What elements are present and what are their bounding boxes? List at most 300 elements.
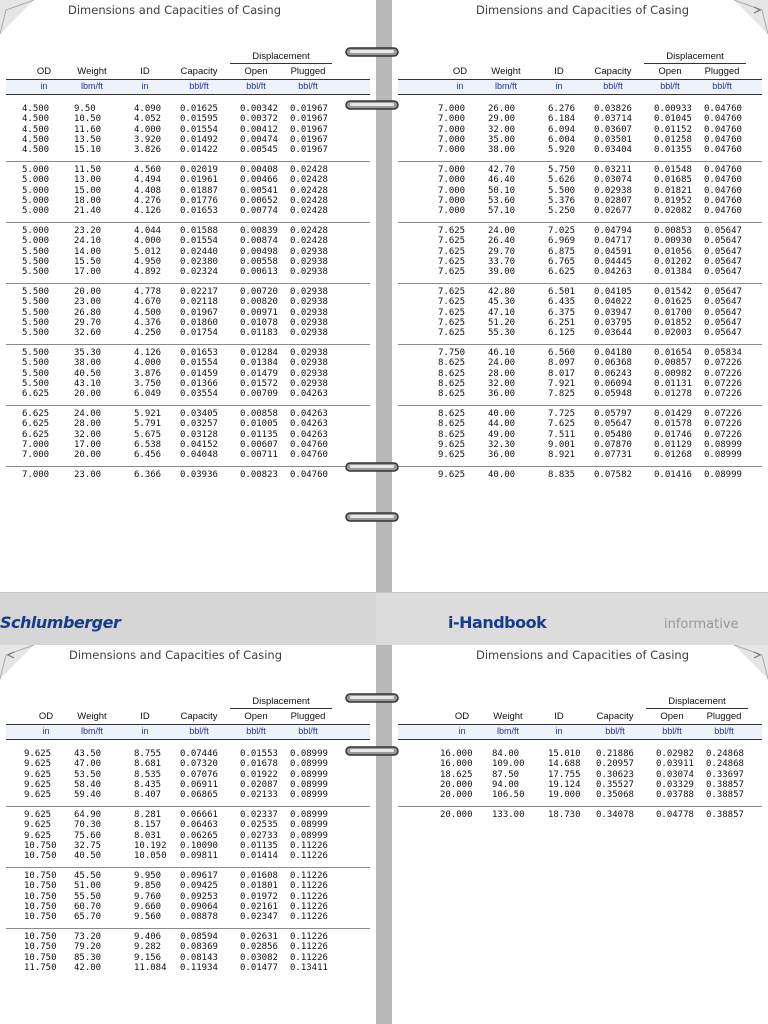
cell-od: 4.500 xyxy=(22,145,50,155)
cell-capacity: 0.01967 xyxy=(180,307,218,318)
column-header-open: Open xyxy=(660,711,684,722)
cell-open: 0.00933 xyxy=(654,104,692,114)
column-header-id: ID xyxy=(140,711,150,722)
cell-weight: 18.00 xyxy=(74,195,102,206)
cell-id: 9.850 xyxy=(134,881,162,892)
cell-capacity: 0.03405 xyxy=(180,409,218,419)
cell-weight: 32.00 xyxy=(488,124,516,135)
table-row xyxy=(392,430,768,440)
cell-capacity: 0.04717 xyxy=(594,236,632,247)
cell-od: 7.000 xyxy=(22,470,50,480)
group-divider xyxy=(398,222,762,223)
cell-open: 0.02003 xyxy=(654,328,692,338)
cell-plugged: 0.02938 xyxy=(290,328,328,338)
cell-weight: 23.00 xyxy=(74,297,102,308)
cell-capacity: 0.03554 xyxy=(180,389,218,399)
column-header-id: ID xyxy=(554,66,564,77)
group-divider xyxy=(6,867,370,868)
cell-plugged: 0.07226 xyxy=(704,419,742,430)
cell-plugged: 0.04760 xyxy=(704,175,742,186)
table-row xyxy=(0,236,376,246)
cell-weight: 35.00 xyxy=(488,134,516,145)
cell-open: 0.01056 xyxy=(654,246,692,257)
cell-od: 7.000 xyxy=(438,185,466,196)
column-header-weight: Weight xyxy=(77,66,107,77)
cell-plugged: 0.11226 xyxy=(290,840,328,851)
cell-capacity: 0.01554 xyxy=(180,124,218,135)
cell-capacity: 0.01653 xyxy=(180,348,218,358)
cell-weight: 24.00 xyxy=(74,409,102,419)
cell-od: 9.625 xyxy=(24,759,52,770)
column-header-weight: Weight xyxy=(77,711,107,722)
cell-capacity: 0.03128 xyxy=(180,429,218,440)
cell-id: 3.920 xyxy=(134,134,162,145)
table-row xyxy=(392,749,768,759)
cell-capacity: 0.04022 xyxy=(594,297,632,308)
cell-capacity: 0.04794 xyxy=(594,226,632,236)
cell-id: 5.250 xyxy=(548,206,576,216)
table-row xyxy=(0,409,376,419)
cell-weight: 11.60 xyxy=(74,124,102,135)
cell-open: 0.01152 xyxy=(654,124,692,135)
cell-plugged: 0.05647 xyxy=(704,328,742,338)
cell-id: 19.124 xyxy=(548,779,581,790)
cell-plugged: 0.04760 xyxy=(290,470,328,480)
brand-informative[interactable]: informative xyxy=(664,617,739,632)
cell-open: 0.00372 xyxy=(240,114,278,125)
cell-id: 6.435 xyxy=(548,297,576,308)
cell-plugged: 0.02938 xyxy=(290,287,328,297)
table-row xyxy=(392,287,768,297)
unit-label: bbl/ft xyxy=(298,726,318,736)
cell-id: 5.500 xyxy=(548,185,576,196)
cell-weight: 32.00 xyxy=(488,378,516,389)
cell-open: 0.02337 xyxy=(240,810,278,820)
cell-open: 0.00474 xyxy=(240,134,278,145)
table-row xyxy=(392,790,768,800)
table-row xyxy=(392,770,768,780)
cell-open: 0.03329 xyxy=(656,779,694,790)
cell-od: 7.625 xyxy=(438,328,466,338)
unit-label: bbl/ft xyxy=(660,81,680,91)
cell-capacity: 0.09811 xyxy=(180,851,218,861)
cell-open: 0.00545 xyxy=(240,145,278,155)
cell-id: 8.535 xyxy=(134,769,162,780)
cell-plugged: 0.04760 xyxy=(704,165,742,175)
cell-open: 0.01183 xyxy=(240,328,278,338)
cell-id: 6.276 xyxy=(548,104,576,114)
cell-weight: 85.30 xyxy=(74,952,102,963)
table-row xyxy=(0,470,376,480)
cell-capacity: 0.04445 xyxy=(594,256,632,267)
cell-od: 4.500 xyxy=(22,114,50,125)
cell-capacity: 0.06243 xyxy=(594,368,632,379)
cell-id: 9.760 xyxy=(134,891,162,902)
cell-open: 0.00652 xyxy=(240,195,278,206)
cell-capacity: 0.02118 xyxy=(180,297,218,308)
cell-open: 0.02631 xyxy=(240,932,278,942)
cell-capacity: 0.09617 xyxy=(180,871,218,881)
cell-capacity: 0.01554 xyxy=(180,236,218,247)
cell-plugged: 0.08999 xyxy=(704,470,742,480)
cell-id: 18.730 xyxy=(548,810,581,820)
table-row xyxy=(392,470,768,480)
table-row xyxy=(392,104,768,114)
cell-weight: 13.00 xyxy=(74,175,102,186)
group-divider xyxy=(6,466,370,467)
cell-capacity: 0.07320 xyxy=(180,759,218,770)
group-divider xyxy=(6,222,370,223)
cell-od: 7.000 xyxy=(438,134,466,145)
table-row xyxy=(0,226,376,236)
cell-od: 10.750 xyxy=(24,871,57,881)
cell-plugged: 0.04760 xyxy=(704,134,742,145)
group-divider xyxy=(398,283,762,284)
cell-weight: 40.50 xyxy=(74,851,102,861)
table-row xyxy=(392,226,768,236)
cell-od: 6.625 xyxy=(22,429,50,440)
table-row xyxy=(392,759,768,769)
cell-capacity: 0.07582 xyxy=(594,470,632,480)
cell-open: 0.01045 xyxy=(654,114,692,125)
cell-id: 19.000 xyxy=(548,790,581,800)
group-divider xyxy=(6,161,370,162)
cell-weight: 70.30 xyxy=(74,820,102,831)
unit-label: bbl/ft xyxy=(714,726,734,736)
table-row xyxy=(392,389,768,399)
cell-plugged: 0.05647 xyxy=(704,256,742,267)
table-row xyxy=(0,841,376,851)
cell-capacity: 0.04591 xyxy=(594,246,632,257)
cell-weight: 26.80 xyxy=(74,307,102,318)
cell-od: 10.750 xyxy=(24,881,57,892)
cell-id: 4.090 xyxy=(134,104,162,114)
cell-open: 0.01608 xyxy=(240,871,278,881)
cell-capacity: 0.03211 xyxy=(594,165,632,175)
cell-id: 8.407 xyxy=(134,790,162,800)
cell-open: 0.01922 xyxy=(240,769,278,780)
table-row xyxy=(0,942,376,952)
cell-weight: 17.00 xyxy=(74,267,102,277)
cell-id: 4.126 xyxy=(134,206,162,216)
table-row xyxy=(392,358,768,368)
binder-ring xyxy=(344,44,400,60)
cell-capacity: 0.10090 xyxy=(180,840,218,851)
units-row xyxy=(398,724,762,740)
brand-ihandbook[interactable]: i-Handbook xyxy=(448,613,547,632)
group-divider xyxy=(6,344,370,345)
table-row xyxy=(0,308,376,318)
cell-capacity: 0.03795 xyxy=(594,317,632,328)
cell-capacity: 0.01492 xyxy=(180,134,218,145)
cell-weight: 26.00 xyxy=(488,104,516,114)
table-row xyxy=(0,790,376,800)
cell-capacity: 0.01887 xyxy=(180,185,218,196)
cell-plugged: 0.02938 xyxy=(290,317,328,328)
cell-capacity: 0.07446 xyxy=(180,749,218,759)
binder-spine-top xyxy=(376,0,392,592)
cell-od: 10.750 xyxy=(24,851,57,861)
cell-open: 0.01700 xyxy=(654,307,692,318)
column-header-plugged: Plugged xyxy=(706,711,742,722)
cell-weight: 38.00 xyxy=(74,358,102,369)
cell-weight: 47.00 xyxy=(74,759,102,770)
cell-weight: 44.00 xyxy=(488,419,516,430)
table-row xyxy=(0,881,376,891)
brand-schlumberger[interactable]: Schlumberger xyxy=(0,613,121,632)
cell-capacity: 0.01554 xyxy=(180,358,218,369)
cell-capacity: 0.03947 xyxy=(594,307,632,318)
cell-plugged: 0.04760 xyxy=(704,104,742,114)
cell-open: 0.01258 xyxy=(654,134,692,145)
cell-id: 5.791 xyxy=(134,419,162,430)
cell-od: 5.500 xyxy=(22,297,50,308)
page-top-left xyxy=(0,0,376,592)
cell-plugged: 0.04760 xyxy=(704,206,742,216)
cell-open: 0.02982 xyxy=(656,749,694,759)
cell-open: 0.01202 xyxy=(654,256,692,267)
cell-od: 20.000 xyxy=(440,810,473,820)
displacement-header: Displacement xyxy=(646,696,748,709)
table-row xyxy=(392,379,768,389)
page-curl-icon[interactable] xyxy=(0,645,34,679)
cell-id: 7.921 xyxy=(548,378,576,389)
cell-weight: 28.00 xyxy=(488,368,516,379)
cell-id: 4.250 xyxy=(134,328,162,338)
table-row xyxy=(0,257,376,267)
cell-open: 0.02856 xyxy=(240,942,278,953)
cell-od: 8.625 xyxy=(438,358,466,369)
cell-weight: 46.40 xyxy=(488,175,516,186)
cell-open: 0.03082 xyxy=(240,952,278,963)
cell-weight: 24.00 xyxy=(488,226,516,236)
cell-id: 4.000 xyxy=(134,124,162,135)
cell-id: 8.921 xyxy=(548,450,576,460)
cell-id: 3.750 xyxy=(134,378,162,389)
cell-plugged: 0.11226 xyxy=(290,942,328,953)
cell-od: 18.625 xyxy=(440,769,473,780)
cell-capacity: 0.05647 xyxy=(594,419,632,430)
cell-id: 9.660 xyxy=(134,901,162,912)
page-curl-icon[interactable] xyxy=(0,0,34,34)
cell-plugged: 0.13411 xyxy=(290,962,328,973)
cell-open: 0.02161 xyxy=(240,901,278,912)
cell-weight: 15.10 xyxy=(74,145,102,155)
cell-open: 0.00498 xyxy=(240,246,278,257)
cell-weight: 133.00 xyxy=(492,810,525,820)
table-row xyxy=(0,902,376,912)
cell-weight: 57.10 xyxy=(488,206,516,216)
table-row xyxy=(392,328,768,338)
cell-od: 7.625 xyxy=(438,317,466,328)
cell-open: 0.00342 xyxy=(240,104,278,114)
cell-plugged: 0.38857 xyxy=(706,810,744,820)
cell-capacity: 0.05480 xyxy=(594,429,632,440)
unit-label: lbm/ft xyxy=(80,81,103,91)
table-row xyxy=(392,125,768,135)
cell-capacity: 0.06094 xyxy=(594,378,632,389)
cell-weight: 79.20 xyxy=(74,942,102,953)
cell-weight: 53.60 xyxy=(488,195,516,206)
cell-od: 5.000 xyxy=(22,195,50,206)
cell-open: 0.02347 xyxy=(240,912,278,922)
cell-capacity: 0.07731 xyxy=(594,450,632,460)
cell-open: 0.01542 xyxy=(654,287,692,297)
cell-capacity: 0.08143 xyxy=(180,952,218,963)
unit-label: in xyxy=(42,726,50,736)
cell-od: 7.000 xyxy=(438,104,466,114)
column-header-weight: Weight xyxy=(493,711,523,722)
cell-open: 0.00613 xyxy=(240,267,278,277)
table-row xyxy=(0,125,376,135)
cell-id: 7.025 xyxy=(548,226,576,236)
cell-od: 7.000 xyxy=(22,439,50,450)
cell-id: 7.625 xyxy=(548,419,576,430)
cell-plugged: 0.04263 xyxy=(290,409,328,419)
cell-capacity: 0.06463 xyxy=(180,820,218,831)
cell-plugged: 0.05647 xyxy=(704,307,742,318)
cell-od: 10.750 xyxy=(24,932,57,942)
cell-od: 5.500 xyxy=(22,348,50,358)
cell-id: 3.876 xyxy=(134,368,162,379)
cell-capacity: 0.03607 xyxy=(594,124,632,135)
table-row xyxy=(392,114,768,124)
cell-plugged: 0.02938 xyxy=(290,267,328,277)
cell-od: 7.000 xyxy=(438,145,466,155)
column-header-id: ID xyxy=(140,66,150,77)
cell-od: 6.625 xyxy=(22,419,50,430)
cell-id: 5.626 xyxy=(548,175,576,186)
cell-capacity: 0.02217 xyxy=(180,287,218,297)
cell-open: 0.01479 xyxy=(240,368,278,379)
cell-plugged: 0.02428 xyxy=(290,185,328,196)
cell-od: 7.625 xyxy=(438,287,466,297)
cell-plugged: 0.08999 xyxy=(704,439,742,450)
cell-id: 7.725 xyxy=(548,409,576,419)
cell-od: 7.625 xyxy=(438,226,466,236)
table-row xyxy=(0,369,376,379)
column-header-id: ID xyxy=(554,711,564,722)
cell-open: 0.00839 xyxy=(240,226,278,236)
cell-id: 4.376 xyxy=(134,317,162,328)
brand-bar xyxy=(0,593,768,645)
cell-capacity: 0.01653 xyxy=(180,206,218,216)
cell-capacity: 0.03644 xyxy=(594,328,632,338)
cell-weight: 47.10 xyxy=(488,307,516,318)
table-row xyxy=(0,348,376,358)
cell-plugged: 0.08999 xyxy=(290,759,328,770)
page-curl-icon[interactable] xyxy=(734,0,768,34)
cell-open: 0.01135 xyxy=(240,840,278,851)
cell-open: 0.01384 xyxy=(240,358,278,369)
cell-open: 0.04778 xyxy=(656,810,694,820)
cell-plugged: 0.38857 xyxy=(706,779,744,790)
cell-plugged: 0.04760 xyxy=(290,439,328,450)
cell-capacity: 0.35527 xyxy=(596,779,634,790)
cell-od: 5.500 xyxy=(22,358,50,369)
cell-open: 0.01429 xyxy=(654,409,692,419)
cell-od: 7.625 xyxy=(438,256,466,267)
cell-id: 9.282 xyxy=(134,942,162,953)
cell-capacity: 0.08878 xyxy=(180,912,218,922)
cell-open: 0.01414 xyxy=(240,851,278,861)
cell-open: 0.00971 xyxy=(240,307,278,318)
column-header-capacity: Capacity xyxy=(180,66,218,77)
cell-plugged: 0.02428 xyxy=(290,195,328,206)
cell-plugged: 0.24868 xyxy=(706,759,744,770)
cell-weight: 20.00 xyxy=(74,287,102,297)
cell-plugged: 0.08999 xyxy=(290,790,328,800)
table-row xyxy=(0,892,376,902)
table-row xyxy=(0,135,376,145)
group-divider xyxy=(6,806,370,807)
cell-plugged: 0.11226 xyxy=(290,912,328,922)
cell-od: 9.625 xyxy=(24,749,52,759)
cell-id: 8.031 xyxy=(134,830,162,841)
group-divider xyxy=(398,806,762,807)
cell-od: 8.625 xyxy=(438,429,466,440)
cell-capacity: 0.06911 xyxy=(180,779,218,790)
cell-plugged: 0.07226 xyxy=(704,429,742,440)
cell-weight: 51.20 xyxy=(488,317,516,328)
cell-capacity: 0.01366 xyxy=(180,378,218,389)
cell-od: 9.625 xyxy=(438,439,466,450)
cell-plugged: 0.02938 xyxy=(290,297,328,308)
cell-open: 0.01284 xyxy=(240,348,278,358)
cell-open: 0.01416 xyxy=(654,470,692,480)
cell-weight: 45.50 xyxy=(74,871,102,881)
page-curl-icon[interactable] xyxy=(734,645,768,679)
cell-od: 6.625 xyxy=(22,389,50,399)
cell-capacity: 0.02807 xyxy=(594,195,632,206)
unit-label: lbm/ft xyxy=(496,726,519,736)
cell-open: 0.00982 xyxy=(654,368,692,379)
cell-capacity: 0.02440 xyxy=(180,246,218,257)
cell-od: 5.000 xyxy=(22,226,50,236)
cell-open: 0.03788 xyxy=(656,790,694,800)
cell-open: 0.00709 xyxy=(240,389,278,399)
group-divider xyxy=(6,928,370,929)
cell-plugged: 0.04263 xyxy=(290,429,328,440)
unit-label: bbl/ft xyxy=(662,726,682,736)
cell-id: 9.156 xyxy=(134,952,162,963)
cell-open: 0.00720 xyxy=(240,287,278,297)
cell-id: 6.501 xyxy=(548,287,576,297)
group-divider xyxy=(6,283,370,284)
cell-open: 0.01078 xyxy=(240,317,278,328)
cell-plugged: 0.08999 xyxy=(290,749,328,759)
cell-capacity: 0.30623 xyxy=(596,769,634,780)
cell-weight: 60.70 xyxy=(74,901,102,912)
cell-weight: 29.70 xyxy=(488,246,516,257)
table-row xyxy=(392,440,768,450)
cell-weight: 87.50 xyxy=(492,769,520,780)
cell-plugged: 0.02428 xyxy=(290,206,328,216)
cell-capacity: 0.03936 xyxy=(180,470,218,480)
cell-id: 9.406 xyxy=(134,932,162,942)
table-row xyxy=(392,780,768,790)
cell-open: 0.01268 xyxy=(654,450,692,460)
cell-open: 0.01384 xyxy=(654,267,692,277)
cell-capacity: 0.04048 xyxy=(180,450,218,460)
cell-od: 5.500 xyxy=(22,378,50,389)
units-row xyxy=(398,79,762,95)
cell-id: 6.004 xyxy=(548,134,576,145)
cell-plugged: 0.07226 xyxy=(704,358,742,369)
column-header-od: OD xyxy=(38,711,54,722)
column-header-capacity: Capacity xyxy=(596,711,634,722)
cell-plugged: 0.05647 xyxy=(704,287,742,297)
